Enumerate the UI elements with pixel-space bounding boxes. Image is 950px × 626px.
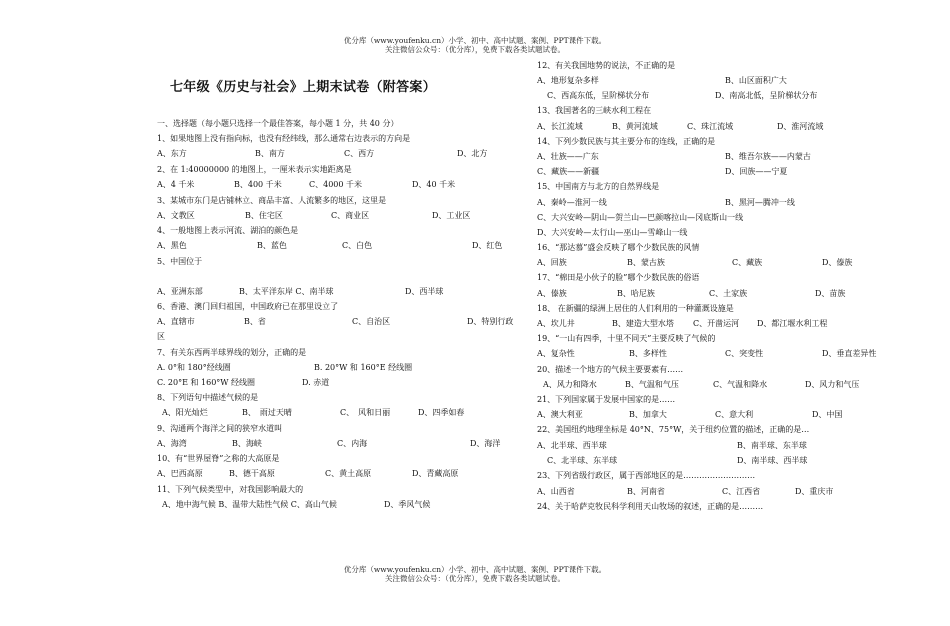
option: B、蓝色 xyxy=(257,241,287,250)
option: B、 雨过天晴 xyxy=(242,408,292,417)
option: D、都江堰水利工程 xyxy=(757,319,828,328)
question-8: 8、下列语句中描述气候的是 xyxy=(157,393,259,402)
footer-line-2: 关注微信公众号：（优分库），免费下载各类试题试卷。 xyxy=(385,574,565,583)
question-24: 24、关于哈萨克牧民科学利用天山牧场的叙述，正确的是……… xyxy=(537,502,764,511)
question-7: 7、有关东西两半球界线的划分，正确的是 xyxy=(157,348,307,357)
option: D、回族——宁夏 xyxy=(725,167,788,176)
option: A、山西省 xyxy=(537,487,575,496)
question-23: 23、下列省级行政区，属于西部地区的是……………………… xyxy=(537,471,756,480)
option: D、中国 xyxy=(812,410,843,419)
option: D、重庆市 xyxy=(795,487,834,496)
option: C、开凿运河 xyxy=(693,319,740,328)
question-18: 18、 在新疆的绿洲上居住的人们利用的一种灌溉设施是 xyxy=(537,304,734,313)
option: A、4 千米 xyxy=(157,180,195,189)
option: A、地形复杂多样 xyxy=(537,76,599,85)
option: D、季风气候 xyxy=(384,500,431,509)
header-line-2: 关注微信公众号：（优分库），免费下载各类试题试卷。 xyxy=(385,45,565,54)
option: A、黑色 xyxy=(157,241,187,250)
question-1: 1、如果地图上没有指向标，也没有经纬线，那么通常右边表示的方向是 xyxy=(157,134,411,143)
question-13: 13、我国著名的三峡水利工程在 xyxy=(537,106,652,115)
option: C、藏族 xyxy=(732,258,763,267)
option: D、淮河流域 xyxy=(777,122,824,131)
option: A、长江流域 xyxy=(537,122,583,131)
question-19: 19、“一山有四季，十里不同天”主要反映了气候的 xyxy=(537,334,716,343)
question-15-option-c: C、大兴安岭—阴山—贺兰山—巴颜喀拉山—冈底斯山一线 xyxy=(537,213,744,222)
option: B、加拿大 xyxy=(629,410,667,419)
option: A、北半球、西半球 xyxy=(537,441,607,450)
option: B、黑河—腾冲一线 xyxy=(725,198,795,207)
option: B、海峡 xyxy=(232,439,262,448)
question-22: 22、美国纽约地理坐标是 40°N、75°W，关于纽约位置的描述，正确的是… xyxy=(537,425,810,434)
page-header xyxy=(0,36,950,54)
option: A、秦岭—淮河一线 xyxy=(537,198,607,207)
option: B、省 xyxy=(244,317,266,326)
option: C、北半球、东半球 xyxy=(547,456,618,465)
option: B、维吾尔族——内蒙古 xyxy=(725,152,811,161)
option: C、商业区 xyxy=(331,211,370,220)
option: A、海湾 xyxy=(157,439,187,448)
option: D、四季如春 xyxy=(418,408,465,417)
option: B、黄河流域 xyxy=(612,122,658,131)
option: C、气温和降水 xyxy=(713,380,768,389)
option: B、住宅区 xyxy=(245,211,283,220)
option: B、南方 xyxy=(255,149,285,158)
option: B、哈尼族 xyxy=(617,289,655,298)
question-9: 9、沟通两个海洋之间的狭窄水道叫 xyxy=(157,424,283,433)
option: A、亚洲东部 xyxy=(157,287,203,296)
section-heading: 一、选择题（每小题只选择一个最佳答案，每小题 1 分，共 40 分） xyxy=(157,119,399,128)
option: A. 0°和 180°经线圈 xyxy=(157,363,231,372)
option: D、海洋 xyxy=(470,439,501,448)
option: C、白色 xyxy=(342,241,373,250)
option: C、内海 xyxy=(337,439,368,448)
option: C、黄土高原 xyxy=(325,469,372,478)
question-5: 5、中国位于 xyxy=(157,257,203,266)
option: A、澳大利亚 xyxy=(537,410,583,419)
option: D、特别行政 xyxy=(467,317,514,326)
option: C、 风和日丽 xyxy=(340,408,391,417)
option: D、青藏高原 xyxy=(412,469,459,478)
option: B、蒙古族 xyxy=(627,258,665,267)
question-21: 21、下列国家属于发展中国家的是…… xyxy=(537,395,676,404)
option: A、文教区 xyxy=(157,211,195,220)
option: C. 20°E 和 160°W 经线圈 xyxy=(157,378,256,387)
option: C、自治区 xyxy=(352,317,391,326)
question-16: 16、“那达慕”盛会反映了哪个少数民族的风情 xyxy=(537,243,700,252)
option: C、珠江流域 xyxy=(687,122,734,131)
option: B、400 千米 xyxy=(234,180,282,189)
option: D、南高北低，呈阶梯状分布 xyxy=(715,91,818,100)
option: A、地中海气候 B、温带大陆性气候 C、高山气候 xyxy=(162,500,337,509)
option: A、壮族——广东 xyxy=(537,152,599,161)
option: B、南半球、东半球 xyxy=(737,441,807,450)
option: B、多样性 xyxy=(629,349,667,358)
option: D、苗族 xyxy=(815,289,846,298)
option: D、傣族 xyxy=(822,258,853,267)
question-4: 4、一般地图上表示河流、湖泊的颜色是 xyxy=(157,226,299,235)
option: D、西半球 xyxy=(405,287,444,296)
question-17: 17、“棉田是小伙子的脸”哪个少数民族的俗语 xyxy=(537,273,700,282)
option: A、坎儿井 xyxy=(537,319,575,328)
option: D、40 千米 xyxy=(412,180,456,189)
question-11: 11、下列气候类型中，对我国影响最大的 xyxy=(157,485,304,494)
option: C、西方 xyxy=(344,149,375,158)
option: C、突变性 xyxy=(725,349,764,358)
option: D、垂直差异性 xyxy=(822,349,877,358)
option: C、土家族 xyxy=(709,289,748,298)
option: D、红色 xyxy=(472,241,503,250)
option: C、4000 千米 xyxy=(309,180,363,189)
option: B、德干高原 xyxy=(229,469,275,478)
page-title: 七年级《历史与社会》上期末试卷（附答案） xyxy=(170,80,437,95)
option: B、气温和气压 xyxy=(625,380,679,389)
option: A、风力和降水 xyxy=(543,380,597,389)
option: D、北方 xyxy=(457,149,488,158)
page-footer xyxy=(0,565,950,583)
option: A、东方 xyxy=(157,149,187,158)
question-6: 6、香港、澳门回归祖国，中国政府已在那里设立了 xyxy=(157,302,339,311)
option: C、西高东低，呈阶梯状分布 xyxy=(547,91,650,100)
option: C、意大利 xyxy=(715,410,754,419)
option: D、风力和气压 xyxy=(805,380,860,389)
option: A、阳光灿烂 xyxy=(162,408,208,417)
question-2: 2、在 1:40000000 的地图上，一厘米表示实地距离是 xyxy=(157,165,352,174)
question-15-option-d: D、大兴安岭—太行山—巫山—雪峰山一线 xyxy=(537,228,688,237)
option: B、山区面积广大 xyxy=(725,76,787,85)
option: D、南半球、西半球 xyxy=(737,456,808,465)
option: B、河南省 xyxy=(627,487,665,496)
question-15: 15、中国南方与北方的自然界线是 xyxy=(537,182,660,191)
question-14: 14、下列少数民族与其主要分布的连线，正确的是 xyxy=(537,137,716,146)
option: C、江西省 xyxy=(722,487,761,496)
option: B. 20°W 和 160°E 经线圈 xyxy=(314,363,413,372)
option: A、复杂性 xyxy=(537,349,575,358)
option: D、工业区 xyxy=(432,211,471,220)
option: C、藏族——新疆 xyxy=(537,167,600,176)
option: A、直辖市 xyxy=(157,317,195,326)
option: D. 赤道 xyxy=(302,378,330,387)
question-10: 10、有“世界屋脊”之称的大高原是 xyxy=(157,454,280,463)
option: A、巴西高原 xyxy=(157,469,203,478)
option: B、建造大型水塔 xyxy=(612,319,674,328)
question-20: 20、描述一个地方的气候主要要素有…… xyxy=(537,365,684,374)
question-3: 3、某城市东门是店铺林立、商品丰富、人流繁多的地区，这里是 xyxy=(157,196,387,205)
question-6-continued: 区 xyxy=(157,332,165,341)
option: A、傣族 xyxy=(537,289,567,298)
footer-line-1: 优分库（www.youfenku.cn）小学、初中、高中试题、案例、PPT课件下载。 xyxy=(343,565,607,574)
question-12: 12、有关我国地势的说法，不正确的是 xyxy=(537,61,676,70)
option: A、回族 xyxy=(537,258,567,267)
option: B、太平洋东岸 C、南半球 xyxy=(239,287,334,296)
header-line-1: 优分库（www.youfenku.cn）小学、初中、高中试题、案例、PPT课件下载。 xyxy=(343,36,607,45)
